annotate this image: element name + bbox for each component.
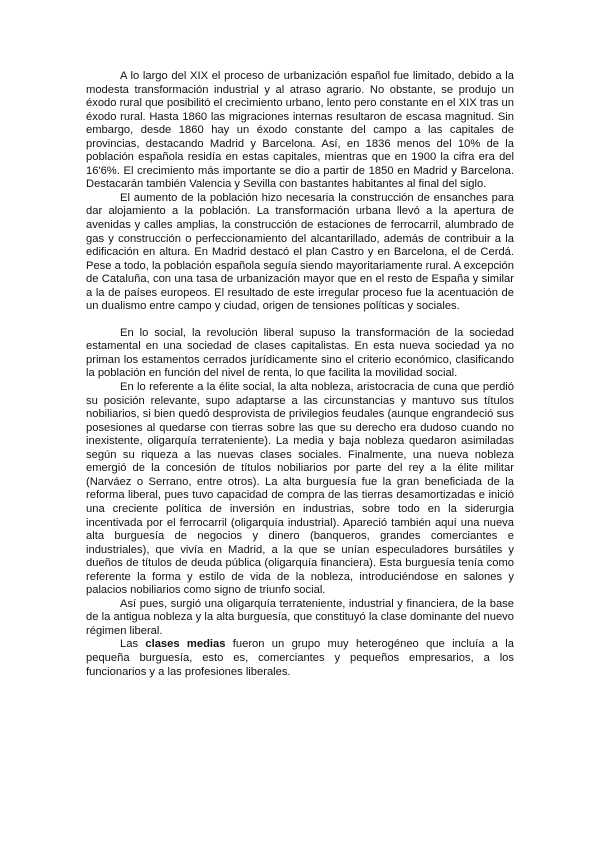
document-body (86, 70, 514, 679)
paragraph-ensanches: El aumento de la población hizo necesaria la construcción de ensanches para dar alojamiento a la población. La transformación urbana llevó a la apertura de avenidas y calles amplias, la construcción de estaciones de ferrocarril, alumbrado de gas y construcción o perfeccionamiento del alcantarillado, además de contribuir a la edificación en altura. En Madrid destacó el plan Castro y en Barcelona, el de Cerdá. Pese a todo, la población española seguía siendo mayoritariamente rural. A excepción de Cataluña, con una tasa de urbanización mayor que en el resto de España y similar a la de países europeos. El resultado de este irregular proceso fue la acentuación de un dualismo entre campo y ciudad, origen de tensiones políticas y sociales. (86, 191, 514, 313)
middle-classes-rest: fueron un grupo muy heterogéneo que incluía a la pequeña burguesía, esto es, comerciantes y pequeños empresarios, a los funcionarios y a las profesiones liberales. (86, 638, 514, 678)
middle-classes-term: clases medias (145, 638, 226, 651)
paragraph-urbanization: A lo largo del XIX el proceso de urbanización español fue limitado, debido a la modesta transformación industrial y al atraso agrario. No obstante, se produjo un éxodo rural que posibilitó el crecimiento urbano, lento pero constante en el XIX tras un éxodo rural. Hasta 1860 las migraciones internas resultaron de escasa magnitud. Sin embargo, desde 1860 hay un éxodo constante del campo a las capitales de provincias, destacando Madrid y Barcelona. Así, en 1836 menos del 10% de la población española residía en estas capitales, mientras que en 1900 la cifra era del 16'6%. El crecimiento más importante se dio a partir de 1850 en Madrid y Barcelona. Destacarán también Valencia y Sevilla con bastantes habitantes al final del siglo. (86, 70, 514, 191)
paragraph-oligarchy: Así pues, surgió una oligarquía terrateniente, industrial y financiera, de la base de la antigua nobleza y la alta burguesía, que constituyó la clase dominante del nuevo régimen liberal. (86, 597, 514, 637)
paragraph-elite: En lo referente a la élite social, la alta nobleza, aristocracia de cuna que perdió su posición relevante, supo adaptarse a las circunstancias y mantuvo sus títulos nobiliarios, si bien quedó desprovista de privilegios feudales (aunque engrandeció sus posesiones al quedarse con tierras sobre las que su derecho era dudoso cuando no inexistente, oligarquía terrateniente). La media y baja nobleza quedaron asimiladas según su riqueza a las nuevas clases sociales. Finalmente, una nueva nobleza emergió de la concesión de títulos nobiliarios por parte del rey a la élite militar (Narváez o Serrano, entre otros). La alta burguesía fue la gran beneficiada de la reforma liberal, pues tuvo capacidad de compra de las tierras desamortizadas e inició una creciente política de inversión en industrias, sobre todo en la siderurgia incentivada por el ferrocarril (oligarquía industrial). Apareció también aquí una nueva alta burguesía de negocios y dinero (banqueros, grandes comerciantes e industriales), que vivía en Madrid, a la que se unían especuladores bursátiles y dueños de títulos de deuda pública (oligarquía financiera). Esta burguesía tenía como referente la forma y estilo de vida de la nobleza, introduciéndose en salones y palacios nobiliarios como signo de triunfo social. (86, 381, 514, 597)
paragraph-middle-classes (86, 638, 514, 679)
middle-classes-lead: Las (120, 638, 146, 651)
paragraph-class-society: En lo social, la revolución liberal supuso la transformación de la sociedad estamental en una sociedad de clases capitalistas. En esta nueva sociedad ya no priman los estamentos cerrados jurídicamente sino el criterio económico, clasificando la población en función del nivel de renta, lo que facilita la movilidad social. (86, 326, 514, 380)
